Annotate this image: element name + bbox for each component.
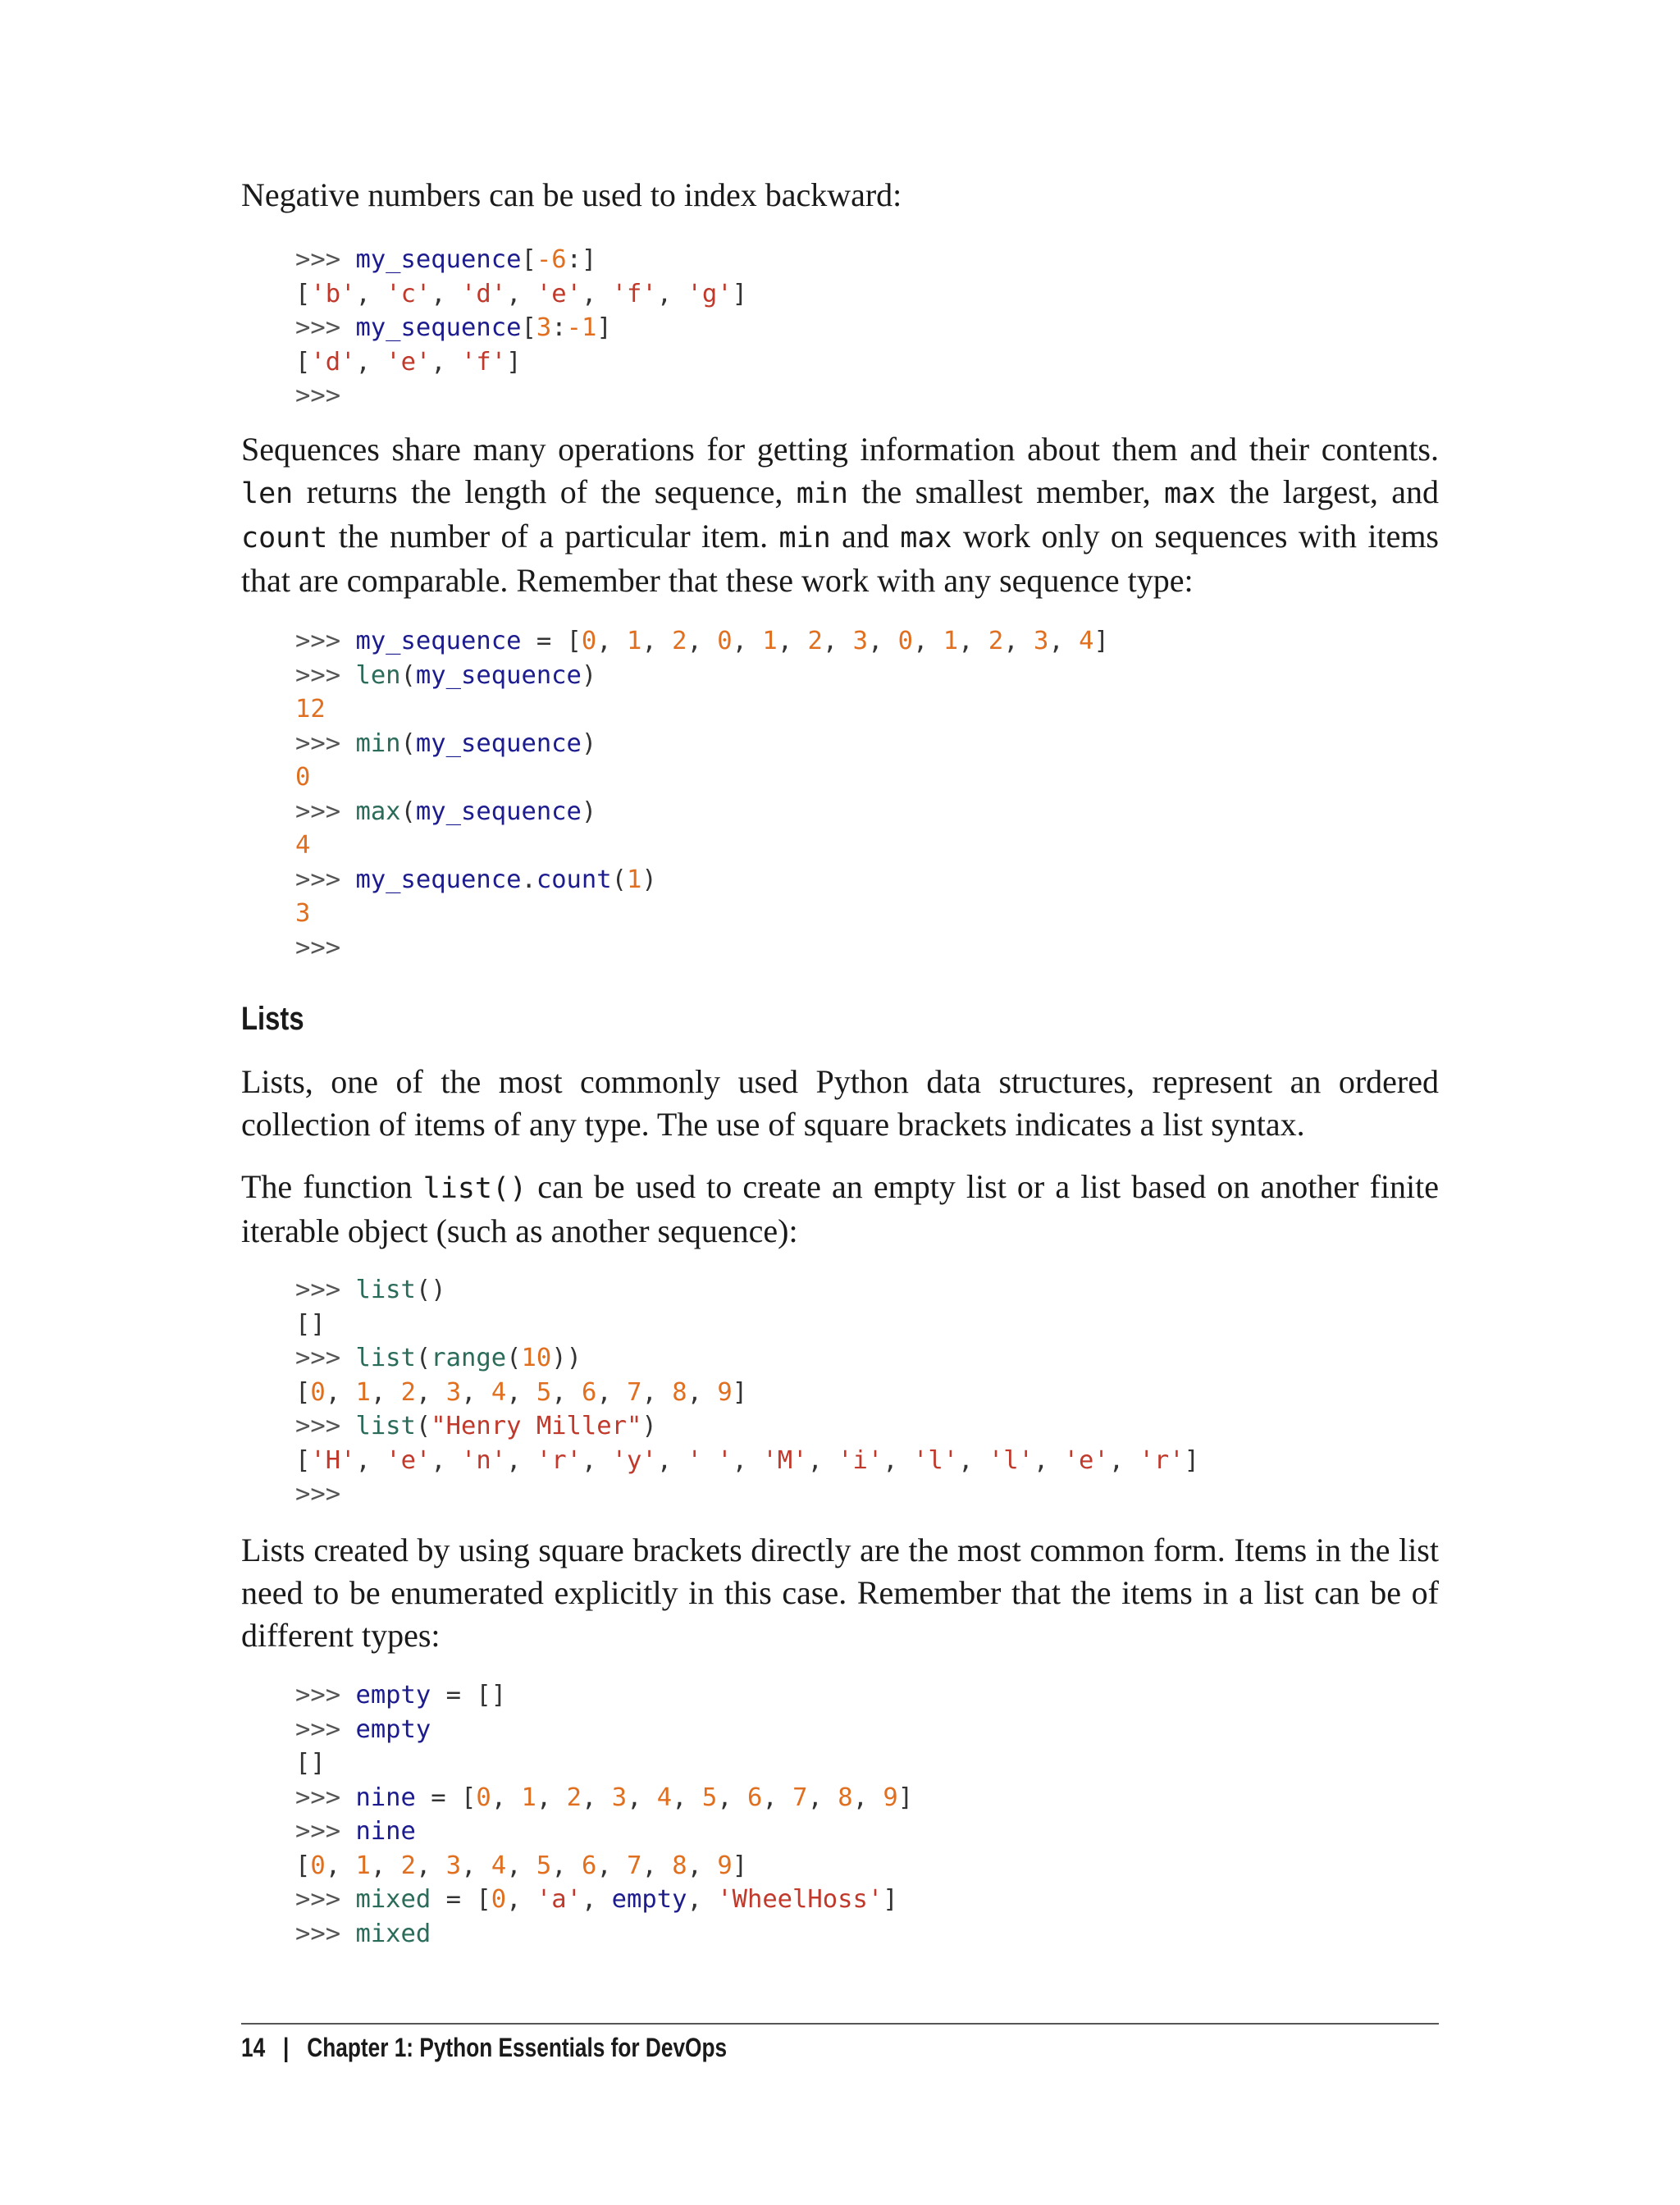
inline-code: min [778, 522, 831, 555]
text-run: and [830, 518, 901, 555]
code-line: >>> [295, 933, 341, 962]
code-line: 4 [295, 831, 311, 860]
code-line: [] [295, 1309, 326, 1339]
text-run: The function [241, 1168, 423, 1205]
code-line: >>> [295, 1480, 341, 1509]
code-line: >>> [295, 381, 341, 410]
code-line: [] [295, 1749, 326, 1778]
inline-code: max [1164, 477, 1217, 510]
footer-divider [241, 2023, 1439, 2025]
code-block-list-literals [295, 1678, 913, 1951]
paragraph-lists-intro: Lists, one of the most commonly used Python data structures, represent an ordered collection of items of any type. The use of square brackets indicates a list syntax. [241, 1063, 1439, 1143]
code-line: ['d', 'e', 'f'] [295, 347, 522, 377]
inline-code: max [900, 522, 952, 555]
text-run: can be used to create an empty list or a list based on another finite iterable object (such as another sequence): [241, 1168, 1439, 1249]
text-run: the smallest member, [847, 473, 1165, 510]
code-line: >>> list(range(10)) [295, 1344, 582, 1372]
code-line: 12 [295, 695, 326, 724]
inline-code: count [241, 522, 328, 555]
code-line: 3 [295, 899, 311, 928]
code-line: >>> my_sequence[-6:] [295, 245, 597, 274]
code-line: [0, 1, 2, 3, 4, 5, 6, 7, 8, 9] [295, 1851, 748, 1880]
code-line: >>> mixed [295, 1919, 431, 1948]
footer-separator: | [283, 2033, 290, 2062]
code-line: [0, 1, 2, 3, 4, 5, 6, 7, 8, 9] [295, 1377, 748, 1407]
paragraph-list-function [241, 1166, 1439, 1253]
paragraph-sequence-operations [241, 428, 1439, 602]
page-number: 14 [241, 2033, 266, 2062]
inline-code: list() [422, 1172, 527, 1205]
code-block-list-function [295, 1273, 1199, 1512]
inline-code: len [241, 477, 294, 510]
code-line: ['H', 'e', 'n', 'r', 'y', ' ', 'M', 'i', 'l', 'l', 'e', 'r'] [295, 1445, 1199, 1475]
code-line: >>> mixed = [0, 'a', empty, 'WheelHoss'] [295, 1885, 898, 1914]
inline-code: min [796, 477, 848, 510]
paragraph-square-brackets: Lists created by using square brackets directly are the most common form. Items in the list need to be enumerated explicitly in this case. Remember that the items in a list can be of different types: [241, 1532, 1439, 1654]
code-line: >>> empty = [] [295, 1681, 507, 1710]
code-block-slicing [295, 243, 747, 413]
page-footer [241, 2033, 727, 2063]
paragraph-negative-index: Negative numbers can be used to index backward: [241, 176, 902, 213]
section-heading-lists: Lists [241, 1001, 304, 1037]
code-line: >>> nine = [0, 1, 2, 3, 4, 5, 6, 7, 8, 9] [295, 1783, 914, 1812]
text-run: the number of a particular item. [327, 518, 779, 555]
code-line: >>> list("Henry Miller") [295, 1412, 657, 1440]
chapter-title: Chapter 1: Python Essentials for DevOps [307, 2033, 728, 2062]
code-line: >>> my_sequence = [0, 1, 2, 0, 1, 2, 3, 0, 1, 2, 3, 4] [295, 627, 1109, 655]
code-line: >>> empty [295, 1714, 431, 1744]
text-run: Sequences share many operations for getting information about them and their contents. [241, 431, 1439, 468]
code-line: 0 [295, 763, 311, 792]
code-line: ['b', 'c', 'd', 'e', 'f', 'g'] [295, 279, 747, 308]
text-run: work only on sequences with items that are comparable. Remember that these work with any sequence type: [241, 518, 1439, 599]
text-run: the largest, and [1216, 473, 1439, 510]
code-block-len-min-max [295, 624, 1109, 965]
code-line: >>> len(my_sequence) [295, 660, 597, 690]
code-line: >>> my_sequence.count(1) [295, 865, 657, 894]
code-line: >>> min(my_sequence) [295, 728, 597, 758]
code-line: >>> my_sequence[3:-1] [295, 313, 612, 342]
code-line: >>> list() [295, 1276, 446, 1304]
text-run: returns the length of the sequence, [293, 473, 797, 510]
code-line: >>> max(my_sequence) [295, 797, 597, 826]
code-line: >>> nine [295, 1817, 416, 1846]
